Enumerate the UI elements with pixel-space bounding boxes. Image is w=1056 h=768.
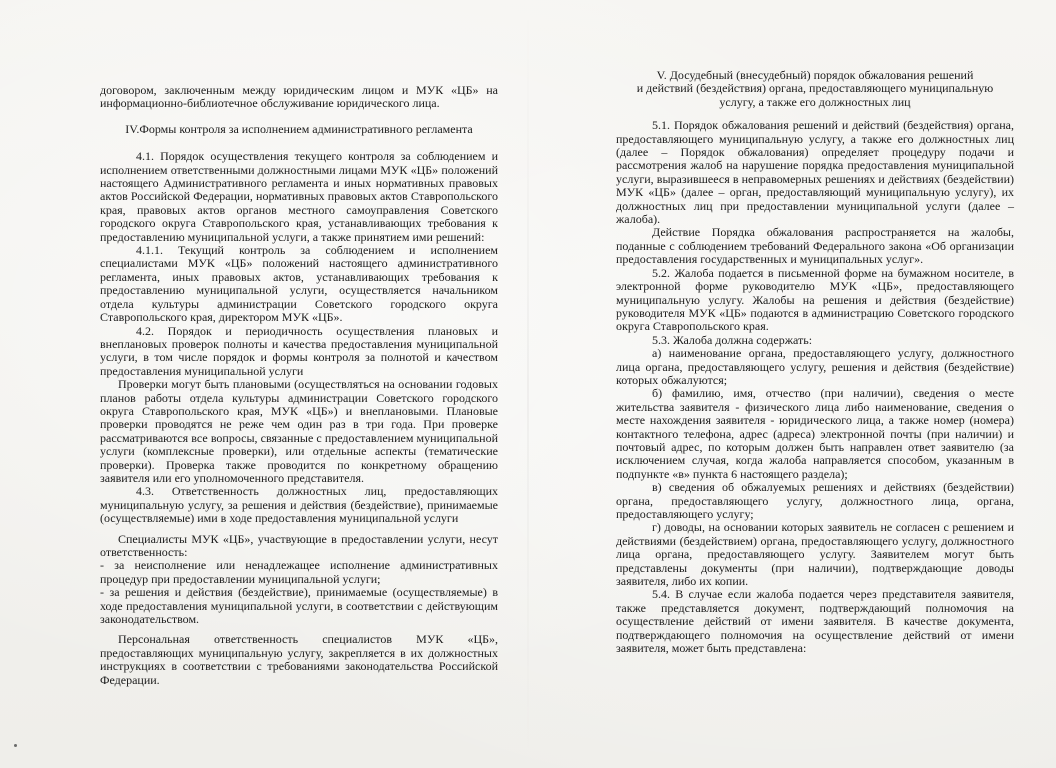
paragraph-responsibility: Специалисты МУК «ЦБ», участвующие в предоставлении услуги, несут ответственность:: [100, 531, 498, 559]
clause-5-4: 5.4. В случае если жалоба подается через представителя заявителя, также представляется документ, подтверждающий полномочия на осуществление действий от имени заявителя. В качестве документа, подтверждающего полномочия на осуществление действий от имени заявителя, может быть представлена:: [616, 587, 1014, 656]
clause-4-1-1: 4.1.1. Текущий контроль за соблюдением и исполнением специалистами МУК «ЦБ» положений настоящего административного регламента, иных правовых актов, устанавливающих требования к предоставлению муниципальной услуги, осуществляется начальником отдела культуры администрации Советского городского округа Ставропольского края, директором МУК «ЦБ».: [100, 243, 498, 325]
clause-4-3: 4.3. Ответственность должностных лиц, предоставляющих муниципальную услугу, за решения и действия (бездействие), принимаемые (осуществляемые) ими в ходе предоставления муниципальной услуги: [100, 484, 498, 526]
list-item-a: а) наименование органа, предоставляющего услугу, должностного лица органа, предоставляющего услугу, решения и действия (бездействие) которых обжалуются;: [616, 346, 1014, 387]
paragraph-inspections: Проверки могут быть плановыми (осуществляться на основании годовых планов работы отдела культуры администрации Советского городского округа Ставропольского края, МУК «ЦБ») и внеплановыми. Плановые проверки проводятся не реже чем один раз в три года. При проверке рассматриваются все вопросы, связанные с предоставлением муниципальной услуги (комплексные проверки), или отдельные аспекты (тематические проверки). Проверка также проводится по конкретному обращению заявителя или его уполномоченного представителя.: [100, 377, 498, 485]
list-item-non-performance: - за неисполнение или ненадлежащее исполнение административных процедур при предоставлении муниципальной услуги;: [100, 558, 498, 586]
section-v-heading-line3: услугу, а также его должностных лиц: [719, 94, 911, 109]
clause-5-1: 5.1. Порядок обжалования решений и действий (бездействия) органа, предоставляющего муниципальную услугу, а также его должностных лиц (далее – Порядок обжалования) определяет процедуру подачи и рассмотрения жалоб на нарушение порядка предоставления муниципальной услуги, выразившееся в неправомерных решениях и действиях (бездействии) МУК «ЦБ» (далее – орган, предоставляющий муниципальную услугу), их должностных лиц при предоставлении муниципальной услуги (далее – жалоба).: [616, 118, 1014, 227]
list-item-decisions: - за решения и действия (бездействие), принимаемые (осуществляемые) в ходе предоставления муниципальной услуги, в соответствии с действующим законодательством.: [100, 585, 498, 627]
clause-5-3: 5.3. Жалоба должна содержать:: [652, 332, 813, 347]
list-item-b: б) фамилию, имя, отчество (при наличии), сведения о месте жительства заявителя - физического лица либо наименование, сведения о месте нахождения заявителя - юридического лица, а также номер (номера) контактного телефона, адрес (адреса) электронной почты (при наличии) и почтовый адрес, по которым должен быть направлен ответ заявителю (за исключением случая, когда жалоба направляется способом, указанным в подпункте «в» пункта 6 настоящего раздела);: [616, 386, 1014, 481]
left-page: [100, 84, 498, 687]
paragraph-scope: Действие Порядка обжалования распространяется на жалобы, поданные с соблюдением требований Федерального закона «Об организации предоставления государственных и муниципальных услуг».: [616, 225, 1014, 267]
right-page: [616, 69, 1014, 655]
section-v-heading-line2: и действий (бездействия) органа, предоставляющего муниципальную: [636, 81, 994, 96]
clause-5-2: 5.2. Жалоба подается в письменной форме на бумажном носителе, в электронной форме руководителю МУК «ЦБ», предоставляющего муниципальную услугу. Жалобы на решения и действия (бездействие) руководителя МУК «ЦБ» подаются в администрацию Советского городского округа Ставропольского края.: [616, 265, 1014, 334]
list-item-d: г) доводы, на основании которых заявитель не согласен с решением и действиями (бездействием) органа, предоставляющего услугу, должностного лица органа, предоставляющего услугу. Заявителем могут быть представлены документы (при наличии), подтверждающие доводы заявителя, либо их копии.: [616, 520, 1014, 589]
scan-speck: [14, 744, 17, 747]
left-paragraph-continuation: договором, заключенным между юридическим лицом и МУК «ЦБ» на информационно-библиотечное обслуживание юридического лица.: [100, 83, 498, 111]
section-v-heading-line1: V. Досудебный (внесудебный) порядок обжалования решений: [656, 68, 974, 82]
section-iv-heading: IV.Формы контроля за исполнением административного регламента: [125, 121, 473, 136]
list-item-c: в) сведения об обжалуемых решениях и действиях (бездействии) органа, предоставляющего услугу, должностного лица, органа, предоставляющего услугу;: [616, 480, 1014, 521]
paragraph-personal-responsibility: Персональная ответственность специалистов МУК «ЦБ», предоставляющих муниципальную услугу, закрепляется в их должностных инструкциях в соответствии с требованиями законодательства Российской Федерации.: [100, 632, 498, 687]
page-fold: [527, 0, 529, 768]
clause-4-2: 4.2. Порядок и периодичность осуществления плановых и внеплановых проверок полноты и качества предоставления муниципальной услуги, в том числе порядок и формы контроля за полнотой и качеством предоставления муниципальной услуги: [100, 323, 498, 378]
clause-4-1: 4.1. Порядок осуществления текущего контроля за соблюдением и исполнением ответственными должностными лицами МУК «ЦБ» положений настоящего Административного регламента и иных нормативных правовых актов Российской Федерации, нормативных правовых актов Ставропольского края, правовых актов органов местного самоуправления Советского городского округа Ставропольского края, устанавливающих требования к предоставлению муниципальной услуги, а также принятием ими решений:: [100, 149, 498, 244]
